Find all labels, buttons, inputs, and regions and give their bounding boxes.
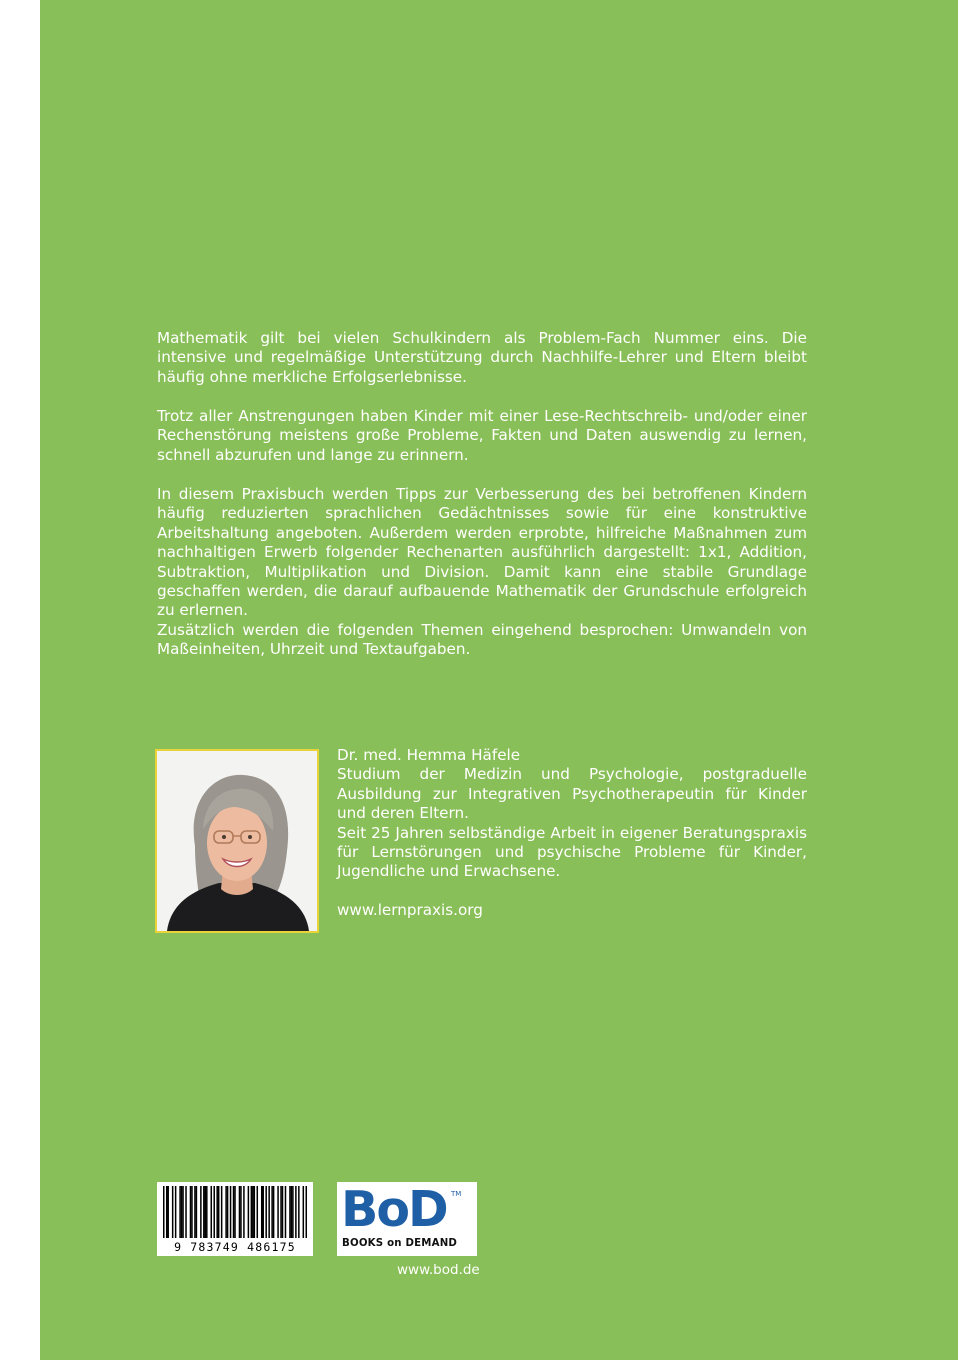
barcode-bar: [243, 1186, 245, 1238]
barcode-bar: [240, 1186, 242, 1238]
barcode-bar: [216, 1186, 218, 1238]
barcode-bar: [163, 1186, 165, 1238]
barcode-bar: [291, 1186, 293, 1238]
barcode-bar: [211, 1186, 213, 1238]
author-study: Studium der Medizin und Psychologie, postgraduelle Ausbildung zur Integrativen Psychotherapeutin für Kinder und deren Eltern.: [337, 765, 807, 823]
author-bio: [337, 746, 807, 920]
barcode-bar: [203, 1186, 205, 1238]
barcode-bar: [206, 1186, 208, 1238]
author-website-link[interactable]: www.lernpraxis.org: [337, 900, 483, 919]
barcode-bar: [233, 1186, 235, 1238]
publisher-logo: [337, 1182, 477, 1256]
barcode-bar: [194, 1186, 196, 1238]
barcode-bar: [248, 1186, 250, 1238]
barcode-bar: [181, 1186, 183, 1238]
barcode-bar: [225, 1186, 227, 1238]
isbn-number: 9 783749 486175: [174, 1240, 296, 1254]
barcode-bar: [303, 1186, 305, 1238]
barcode-bar: [295, 1186, 297, 1238]
barcode-bar: [273, 1186, 275, 1238]
barcode-bar: [218, 1186, 220, 1238]
barcode-bar: [282, 1186, 284, 1238]
barcode-bar: [227, 1186, 229, 1238]
barcode-bar: [205, 1186, 207, 1238]
barcode-bar: [185, 1186, 187, 1238]
barcode-bar: [261, 1186, 263, 1238]
publisher-website-link[interactable]: www.bod.de: [397, 1262, 480, 1278]
barcode-bar: [191, 1186, 193, 1238]
isbn-barcode: [157, 1182, 313, 1256]
barcode-bar: [172, 1186, 174, 1238]
barcode-bar: [239, 1186, 241, 1238]
author-photo: [155, 749, 319, 933]
barcode-bars: [163, 1186, 307, 1238]
barcode-bar: [298, 1186, 300, 1238]
barcode-bar: [251, 1186, 253, 1238]
barcode-bar: [213, 1186, 215, 1238]
barcode-bar: [175, 1186, 177, 1238]
blurb-paragraph-1: Mathematik gilt bei vielen Schulkindern als Problem-Fach Nummer eins. Die intensive und regelmäßige Unterstützung durch Nachhilfe-Lehrer und Eltern bleibt häufig ohne merkliche Erfolgserlebnisse.: [157, 329, 807, 386]
barcode-bar: [268, 1186, 270, 1238]
barcode-bar: [221, 1186, 223, 1238]
barcode-bar: [280, 1186, 282, 1238]
barcode-bar: [292, 1186, 294, 1238]
blurb-paragraph-4: Zusätzlich werden die folgenden Themen eingehend besprochen: Umwandeln von Maßeinheiten, Uhrzeit und Textaufgaben.: [157, 621, 807, 659]
barcode-bar: [257, 1186, 259, 1238]
barcode-bar: [306, 1186, 307, 1238]
barcode-bar: [182, 1186, 184, 1238]
author-practice: Seit 25 Jahren selbständige Arbeit in eigener Beratungspraxis für Lernstörungen und psychische Probleme für Kinder, Jugendliche und Erwachsene.: [337, 823, 807, 881]
barcode-bar: [252, 1186, 254, 1238]
barcode-bar: [277, 1186, 279, 1238]
barcode-bar: [285, 1186, 287, 1238]
barcode-bar: [230, 1186, 232, 1238]
barcode-bar: [262, 1186, 264, 1238]
barcode-bar: [271, 1186, 273, 1238]
trademark-mark: TM: [451, 1190, 462, 1198]
barcode-bar: [196, 1186, 198, 1238]
barcode-bar: [254, 1186, 256, 1238]
barcode-bar: [179, 1186, 181, 1238]
barcode-bar: [289, 1186, 291, 1238]
barcode-bar: [234, 1186, 236, 1238]
barcode-bar: [190, 1186, 192, 1238]
barcode-bar: [200, 1186, 202, 1238]
blurb-paragraph-3: In diesem Praxisbuch werden Tipps zur Verbesserung des bei betroffenen Kindern häufig reduzierten sprachlichen Gedächtnisses sowie für eine konstruktive Arbeitshaltung angeboten. Außerdem werden erprobte, hilfreiche Maßnahmen zum nachhaltigen Erwerb folgender Rechenarten ausführlich dargestellt: 1x1, Addition, Subtraktion, Multiplikation und Division. Damit kann eine stabile Grundlage geschaffen werden, die darauf aufbauende Mathematik der Grundschule erfolgreich zu erlernen.: [157, 485, 807, 620]
barcode-bar: [167, 1186, 169, 1238]
page-edge: [958, 0, 962, 1360]
publisher-tagline: BOOKS on DEMAND: [342, 1238, 458, 1249]
blurb-paragraph-2: Trotz aller Anstrengungen haben Kinder mit einer Lese-Rechtschreib- und/oder einer Rechenstörung meistens große Probleme, Fakten und Daten auswendig zu lernen, schnell abzurufen und lange zu erinnern.: [157, 407, 807, 464]
barcode-bar: [265, 1186, 267, 1238]
author-name: Dr. med. Hemma Häfele: [337, 746, 521, 764]
back-cover: [40, 0, 958, 1360]
barcode-bar: [166, 1186, 168, 1238]
bod-logo-text: BoD: [341, 1181, 447, 1238]
